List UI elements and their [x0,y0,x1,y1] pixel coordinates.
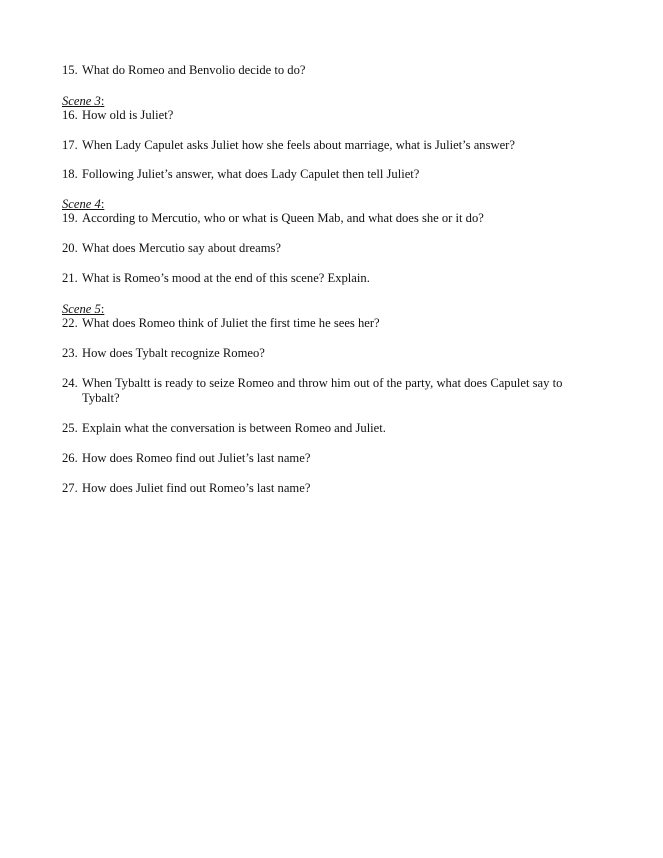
question-text: Following Juliet’s answer, what does Lady Capulet then tell Juliet? [82,167,420,181]
scene-3-label: Scene 3 [62,94,101,108]
question-text: What does Mercutio say about dreams? [82,241,281,255]
heading-colon: : [100,94,105,108]
heading-colon: : [100,302,105,316]
question-text: According to Mercutio, who or what is Queen Mab, and what does she or it do? [82,211,484,225]
scene-5-heading [62,302,602,317]
question-number: 27. [62,481,78,495]
question-text: How old is Juliet? [82,108,174,122]
question-number: 16. [62,108,78,122]
question-number: 21. [62,271,78,285]
question-number: 25. [62,421,78,435]
question-20 [62,241,602,256]
question-16 [62,108,602,123]
question-27 [62,481,602,496]
question-number: 17. [62,138,78,152]
question-26 [62,451,602,466]
question-17 [62,138,602,153]
heading-colon: : [100,197,105,211]
question-text: Explain what the conversation is between Romeo and Juliet. [82,421,386,435]
question-number: 26. [62,451,78,465]
question-18 [62,167,602,182]
question-text: What does Romeo think of Juliet the first time he sees her? [82,316,380,330]
question-text: What do Romeo and Benvolio decide to do? [82,63,306,77]
question-text: When Lady Capulet asks Juliet how she feels about marriage, what is Juliet’s answer? [82,138,515,152]
question-number: 23. [62,346,78,360]
question-21 [62,271,602,286]
question-text: When Tybaltt is ready to seize Romeo and throw him out of the party, what does Capulet say to Tybalt? [82,376,563,405]
question-number: 15. [62,63,78,77]
scene-5-label: Scene 5 [62,302,101,316]
question-25 [62,421,602,436]
question-text: How does Romeo find out Juliet’s last name? [82,451,311,465]
question-number: 20. [62,241,78,255]
question-text: What is Romeo’s mood at the end of this scene? Explain. [82,271,370,285]
question-text: How does Tybalt recognize Romeo? [82,346,265,360]
scene-4-label: Scene 4 [62,197,101,211]
question-15 [62,63,602,78]
scene-4-heading [62,197,602,212]
question-number: 19. [62,211,78,225]
scene-3-heading [62,94,602,109]
question-number: 24. [62,376,78,390]
question-23 [62,346,602,361]
question-24 [62,376,602,406]
question-text: How does Juliet find out Romeo’s last name? [82,481,311,495]
question-22 [62,316,602,331]
question-number: 18. [62,167,78,181]
question-19 [62,211,602,226]
question-number: 22. [62,316,78,330]
